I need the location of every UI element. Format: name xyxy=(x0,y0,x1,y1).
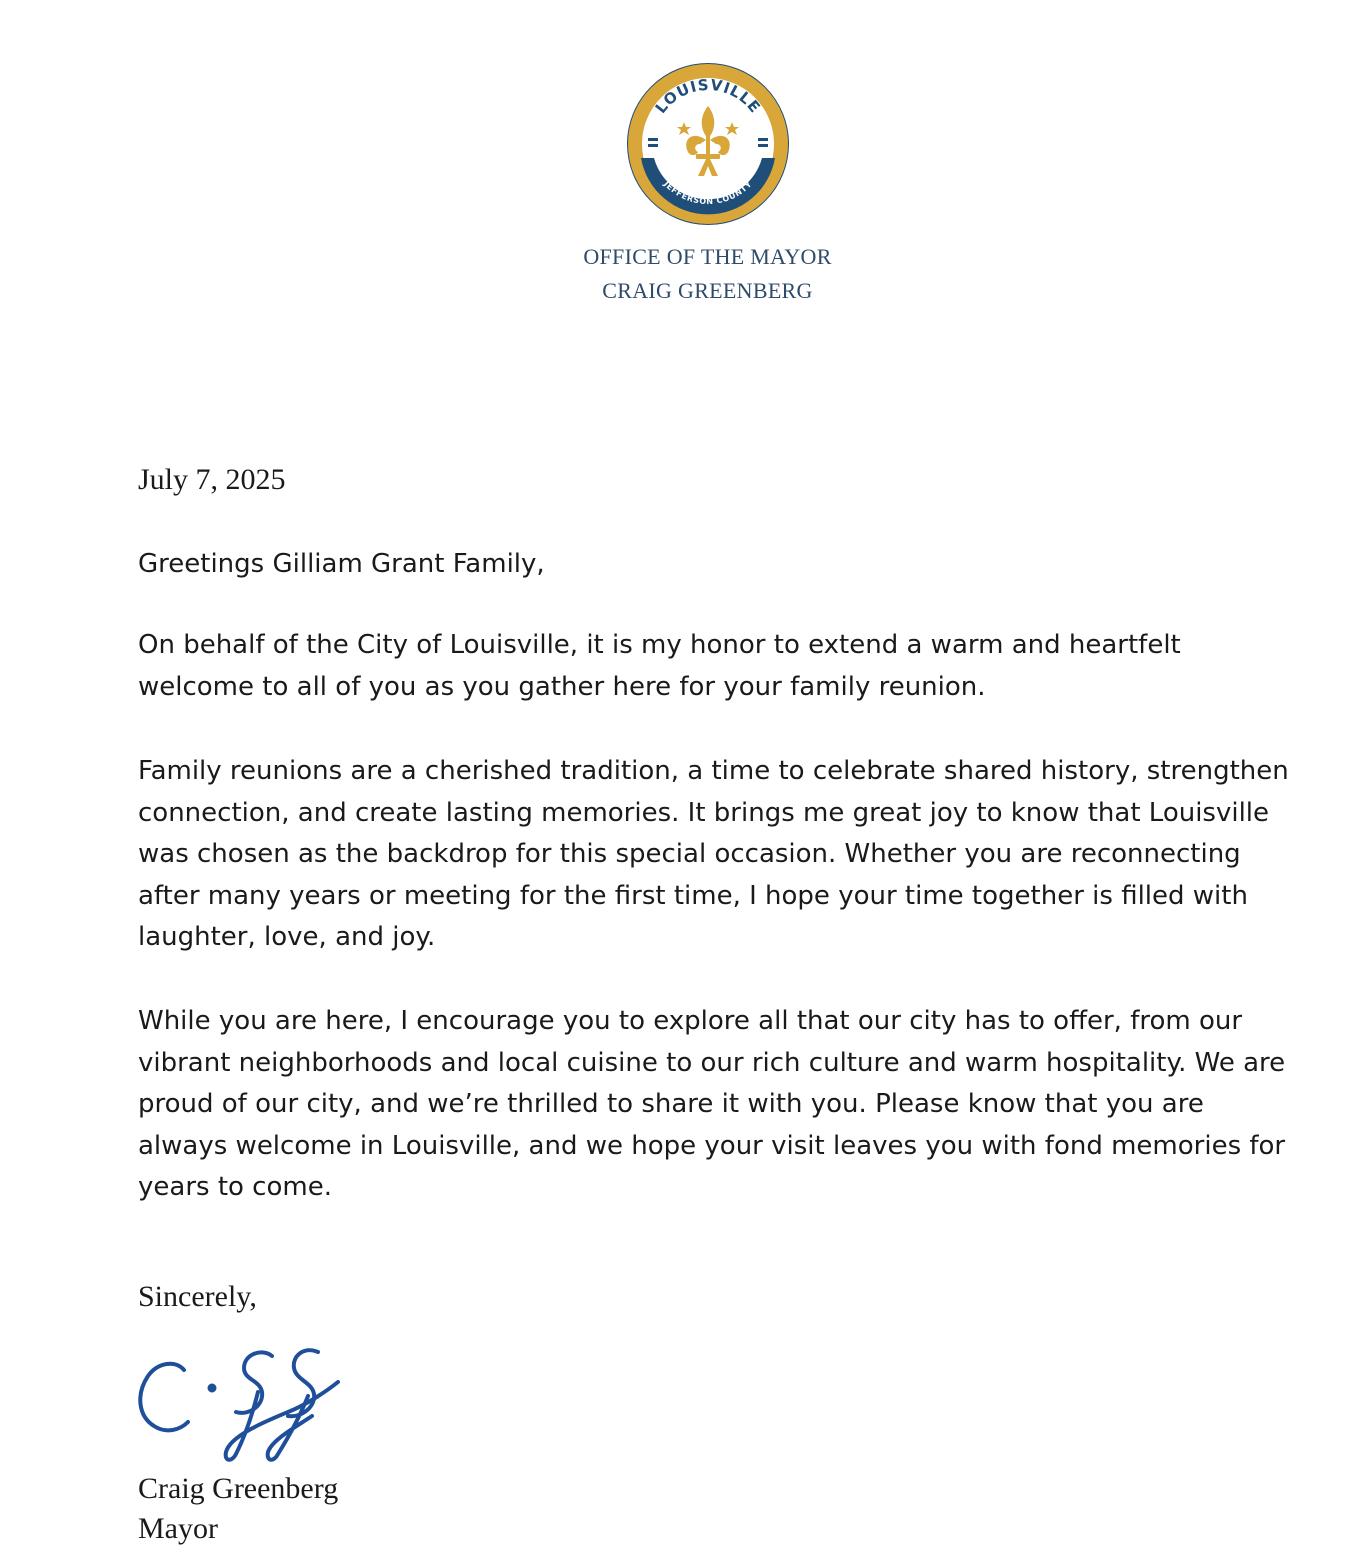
letter-date: July 7, 2025 xyxy=(138,463,286,496)
letter-paragraph: On behalf of the City of Louisville, it is my honor to extend a warm and heartfelt welcome to all of you as you gather here for your family reunion. xyxy=(138,630,1181,702)
letter-paragraph: Family reunions are a cherished tradition, a time to celebrate shared history, strengthen connection, and create lasting memories. It brings me great joy to know that Louisville was chosen as the backdrop for this special occasion. Whether you are reconnecting after many years or meeting for the first time, I hope your time together is filled with laughter, love, and joy. xyxy=(138,756,1289,952)
letter-greeting: Greetings Gilliam Grant Family, xyxy=(138,549,545,579)
signer-name: Craig Greenberg xyxy=(138,1472,339,1505)
louisville-seal-logo xyxy=(626,62,790,226)
signer-title: Mayor xyxy=(138,1512,218,1545)
svg-text:JEFFERSON COUNTY: JEFFERSON COUNTY xyxy=(662,179,754,207)
mayor-name-header: CRAIG GREENBERG xyxy=(602,278,813,303)
svg-text:LOUISVILLE: LOUISVILLE xyxy=(651,75,765,117)
letter-closing: Sincerely, xyxy=(138,1280,257,1313)
office-title: OFFICE OF THE MAYOR xyxy=(583,244,832,269)
letter-paragraph: While you are here, I encourage you to explore all that our city has to offer, from our vibrant neighborhoods and local cuisine to our rich culture and warm hospitality. We are proud of our city, and we’re thrilled to share it with you. Please know that you are always welcome in Louisville, and we hope your visit leaves you with fond memories for years to come. xyxy=(138,1006,1286,1202)
handwritten-signature xyxy=(132,1346,352,1466)
